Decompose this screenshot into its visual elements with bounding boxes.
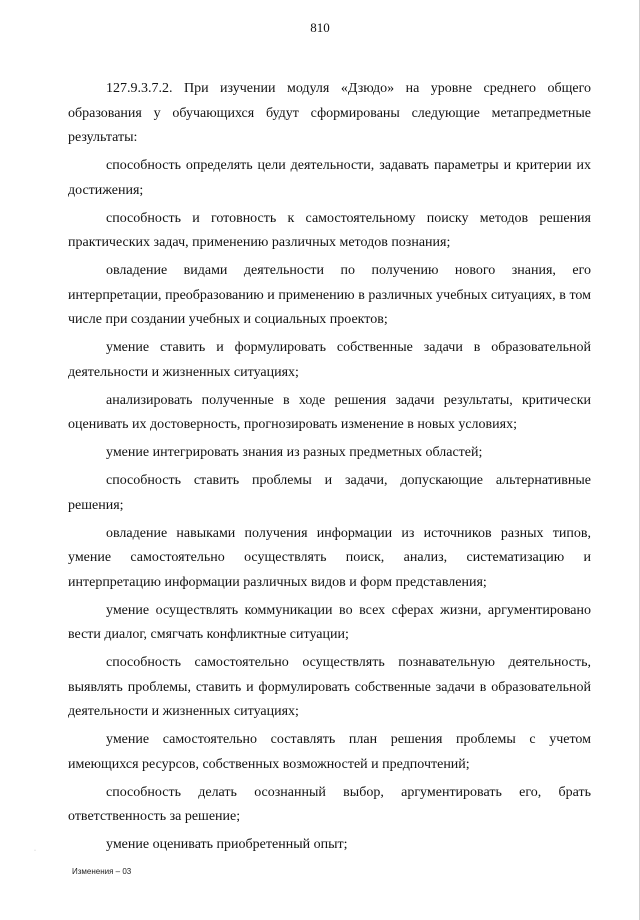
list-item: умение осуществлять коммуникации во всех сферах жизни, аргументировано вести диалог, смягчать конфликтные ситуации; [68, 602, 591, 642]
list-item: овладение видами деятельности по получению нового знания, его интерпретации, преобразованию и применению в различных учебных ситуациях, в том числе при создании учебных и социальных проектов; [68, 263, 591, 327]
paragraph-intro: 127.9.3.7.2. При изучении модуля «Дзюдо» на уровне среднего общего образования у обучающихся будут сформированы следующие метапредметные результаты: [68, 81, 591, 145]
document-body [68, 77, 591, 861]
margin-dot-mark: · [34, 848, 36, 854]
list-item: овладение навыками получения информации из источников разных типов, умение самостоятельно осуществлять поиск, анализ, систематизацию и интерпретацию информации различных видов и форм представления; [68, 525, 591, 590]
list-item: умение ставить и формулировать собственные задачи в образовательной деятельности и жизненных ситуациях; [68, 340, 591, 380]
list-item: анализировать полученные в ходе решения задачи результаты, критически оценивать их достоверность, прогнозировать изменение в новых условиях; [68, 392, 591, 432]
list-item: способность делать осознанный выбор, аргументировать его, брать ответственность за решение; [68, 784, 591, 824]
page-number: 810 [310, 20, 330, 35]
list-item: способность определять цели деятельности, задавать параметры и критерии их достижения; [68, 158, 591, 198]
list-item: способность ставить проблемы и задачи, допускающие альтернативные решения; [68, 473, 591, 513]
list-item: умение оценивать приобретенный опыт; [106, 837, 348, 852]
list-item: умение самостоятельно составлять план решения проблемы с учетом имеющихся ресурсов, собственных возможностей и предпочтений; [68, 732, 591, 772]
footer-revision-note: Изменения – 03 [72, 867, 132, 876]
list-item: способность и готовность к самостоятельному поиску методов решения практических задач, применению различных методов познания; [68, 210, 591, 250]
list-item: умение интегрировать знания из разных предметных областей; [106, 445, 483, 460]
list-item: способность самостоятельно осуществлять познавательную деятельность, выявлять проблемы, ставить и формулировать собственные задачи в образовательной деятельности и жизненных ситуациях; [68, 655, 591, 719]
